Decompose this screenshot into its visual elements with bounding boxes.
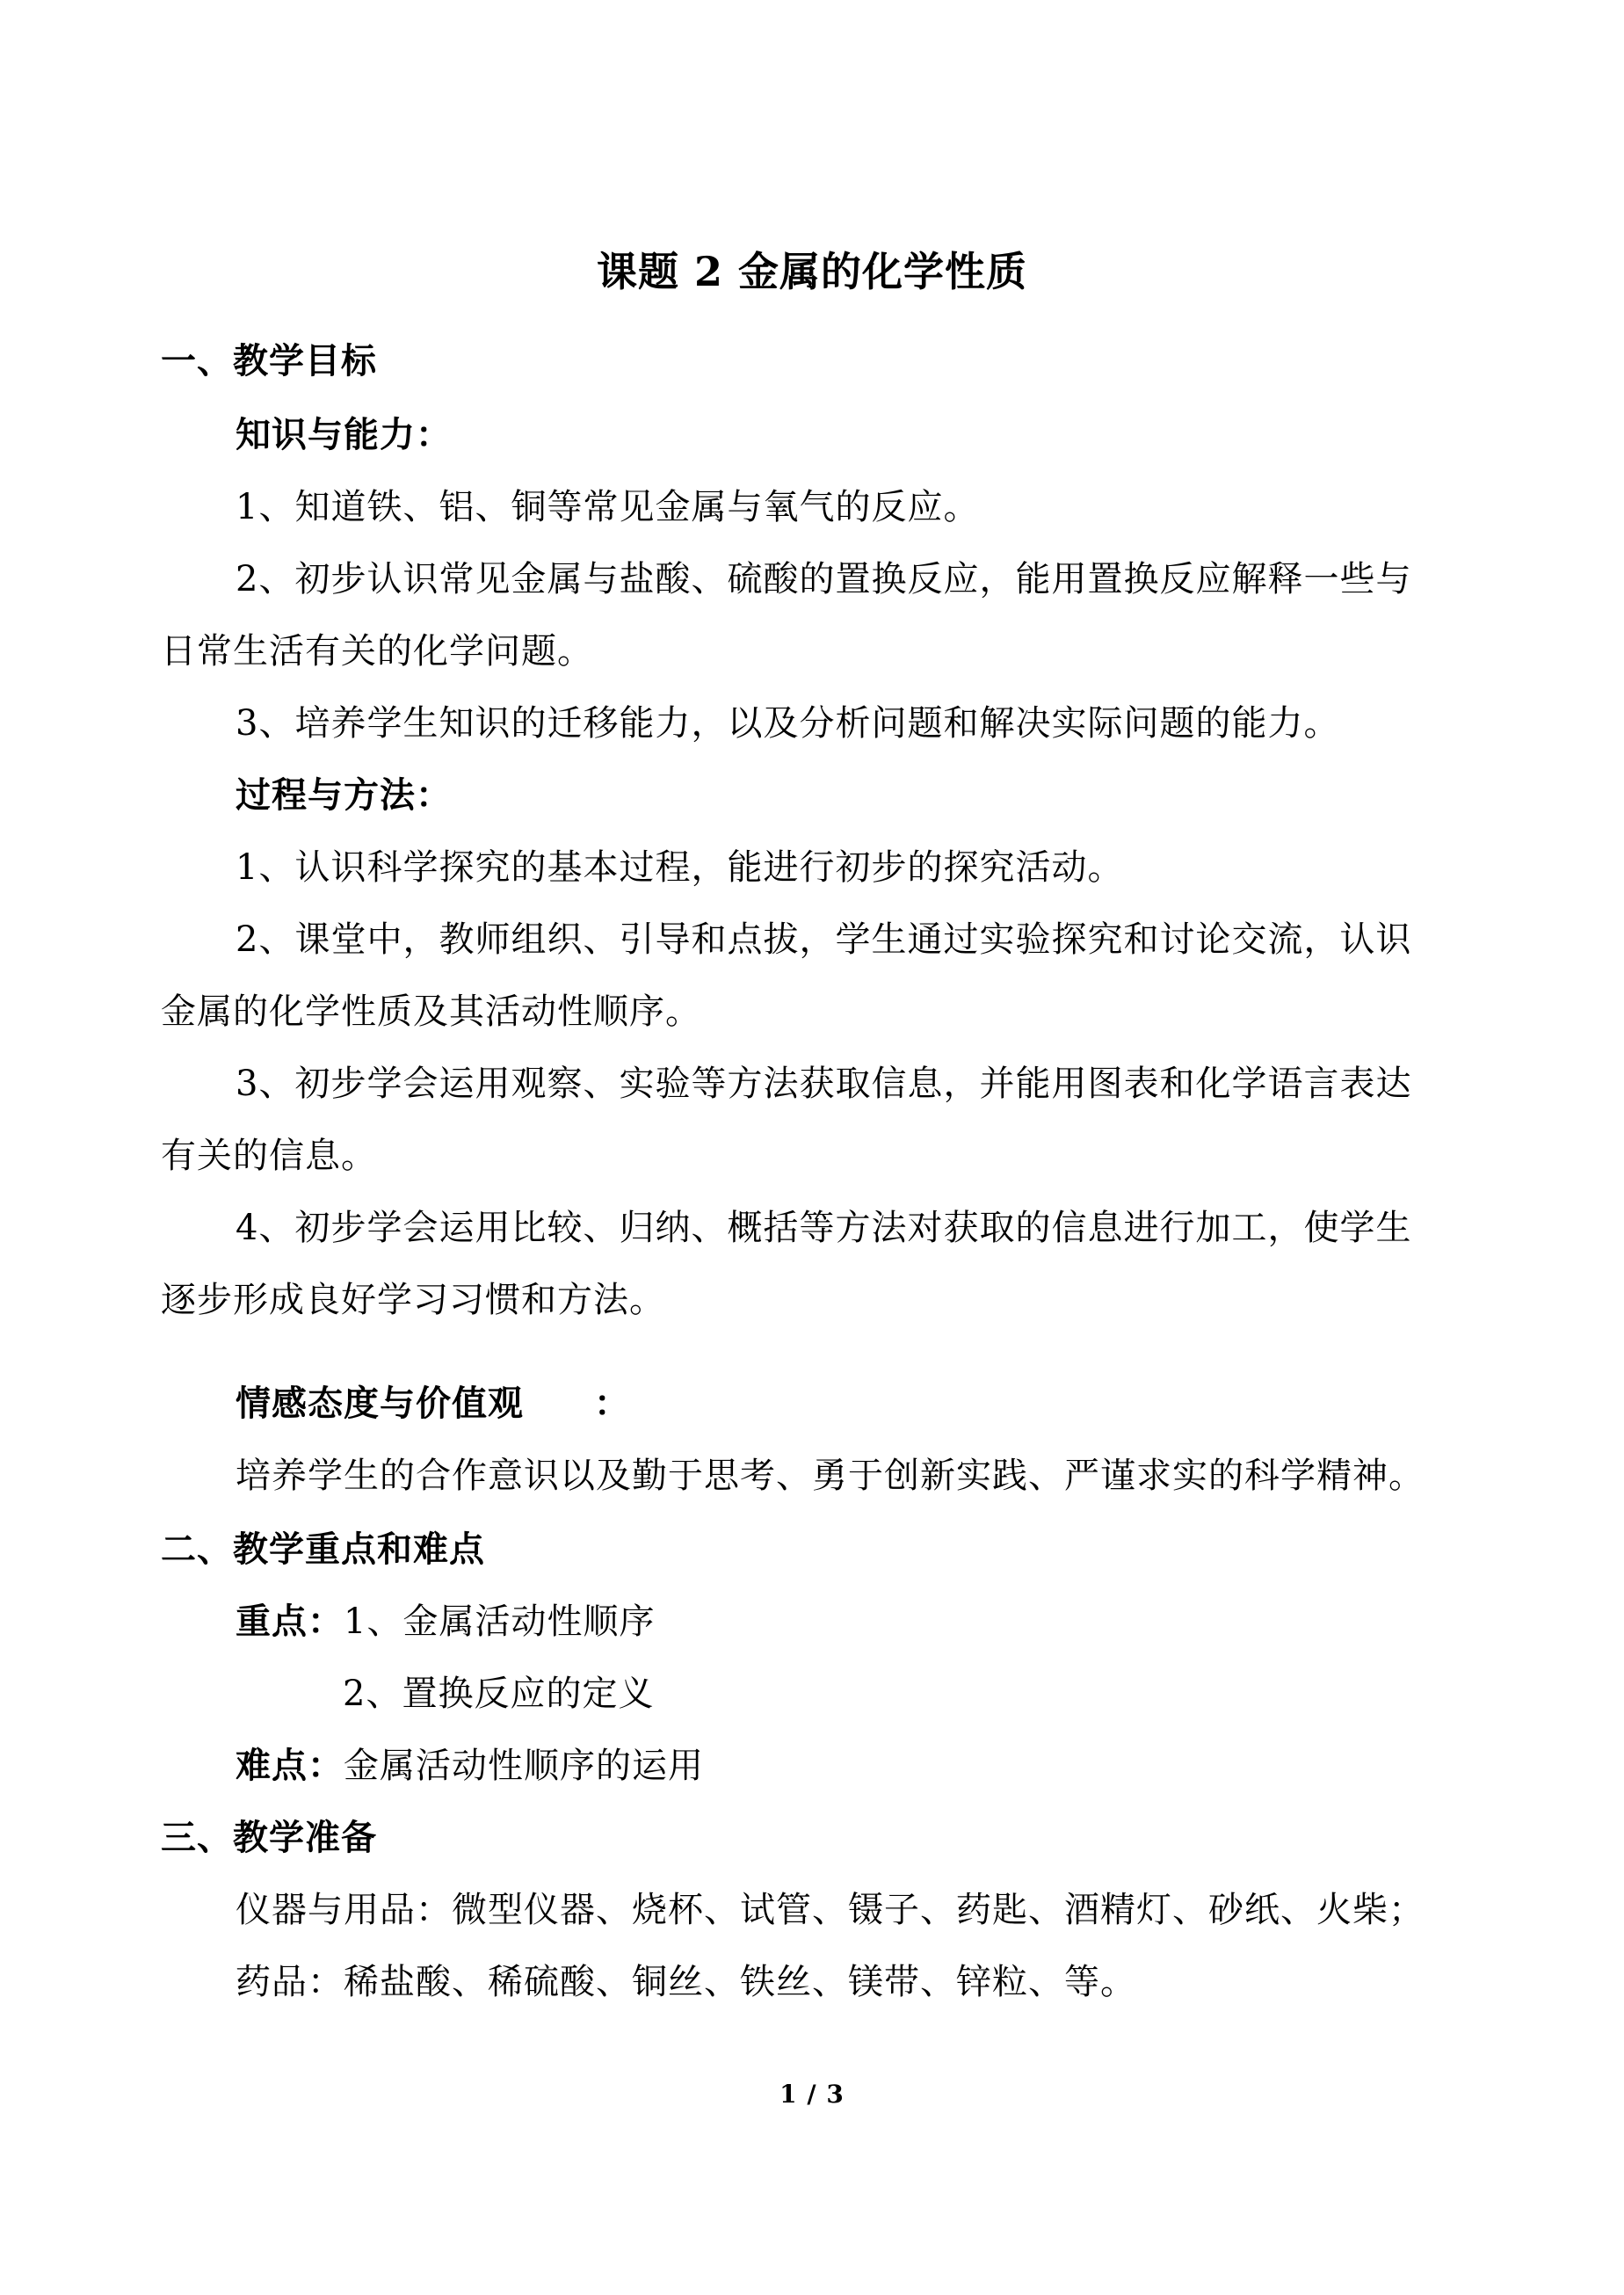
knowledge-item-3: 3、培养学生知识的迁移能力，以及分析问题和解决实际问题的能力。 [236,703,1340,744]
process-subheading: 过程与方法： [236,775,452,816]
knowledge-item-1: 1、知道铁、铝、铜等常见金属与氧气的反应。 [236,487,980,527]
process-item-4-line-2: 逐步形成良好学习习惯和方法。 [161,1280,665,1320]
process-item-1: 1、认识科学探究的基本过程，能进行初步的探究活动。 [236,847,1124,888]
preparation-line-1: 仪器与用品：微型仪器、烧杯、试管、镊子、药匙、酒精灯、砂纸、火柴； [236,1890,1425,1930]
process-item-3-line-1: 3、初步学会运用观察、实验等方法获取信息，并能用图表和化学语言表达 [236,1064,1412,1104]
knowledge-item-2-line-1: 2、初步认识常见金属与盐酸、硫酸的置换反应，能用置换反应解释一些与 [236,559,1412,599]
knowledge-item-2-line-2: 日常生活有关的化学问题。 [161,631,593,672]
emotion-subheading-text: 情感态度与价值观 [236,1384,524,1424]
emotion-item-1: 培养学生的合作意识以及勤于思考、勇于创新实践、严谨求实的科学精神。 [236,1456,1425,1496]
document-title: 课题 2 金属的化学性质 [596,248,1028,295]
knowledge-subheading: 知识与能力： [236,415,452,455]
difficult-point-row [236,1744,704,1788]
process-item-3-line-2: 有关的信息。 [161,1136,377,1176]
emotion-subheading [236,1382,630,1426]
key-point-item-1: 1、金属活动性顺序 [344,1601,656,1642]
process-item-4-line-1: 4、初步学会运用比较、归纳、概括等方法对获取的信息进行加工，使学生 [236,1208,1412,1248]
difficult-point-item: 金属活动性顺序的运用 [344,1746,704,1786]
section-2-heading: 二、教学重点和难点 [161,1529,485,1570]
key-point-item-2: 2、置换反应的定义 [343,1674,655,1714]
preparation-line-2: 药品：稀盐酸、稀硫酸、铜丝、铁丝、镁带、锌粒、等。 [236,1962,1136,2002]
section-3-heading: 三、教学准备 [161,1818,377,1858]
emotion-subheading-colon: ： [594,1384,630,1424]
difficult-point-label: 难点： [236,1746,344,1786]
process-item-2-line-2: 金属的化学性质及其活动性顺序。 [161,991,701,1032]
page-number: 1 / 3 [779,2080,845,2109]
process-item-2-line-1: 2、课堂中，教师组织、引导和点拔，学生通过实验探究和讨论交流，认识 [236,919,1412,960]
key-point-label: 重点： [236,1601,344,1642]
section-1-heading: 一、教学目标 [161,341,377,381]
key-point-row-1 [236,1600,655,1644]
